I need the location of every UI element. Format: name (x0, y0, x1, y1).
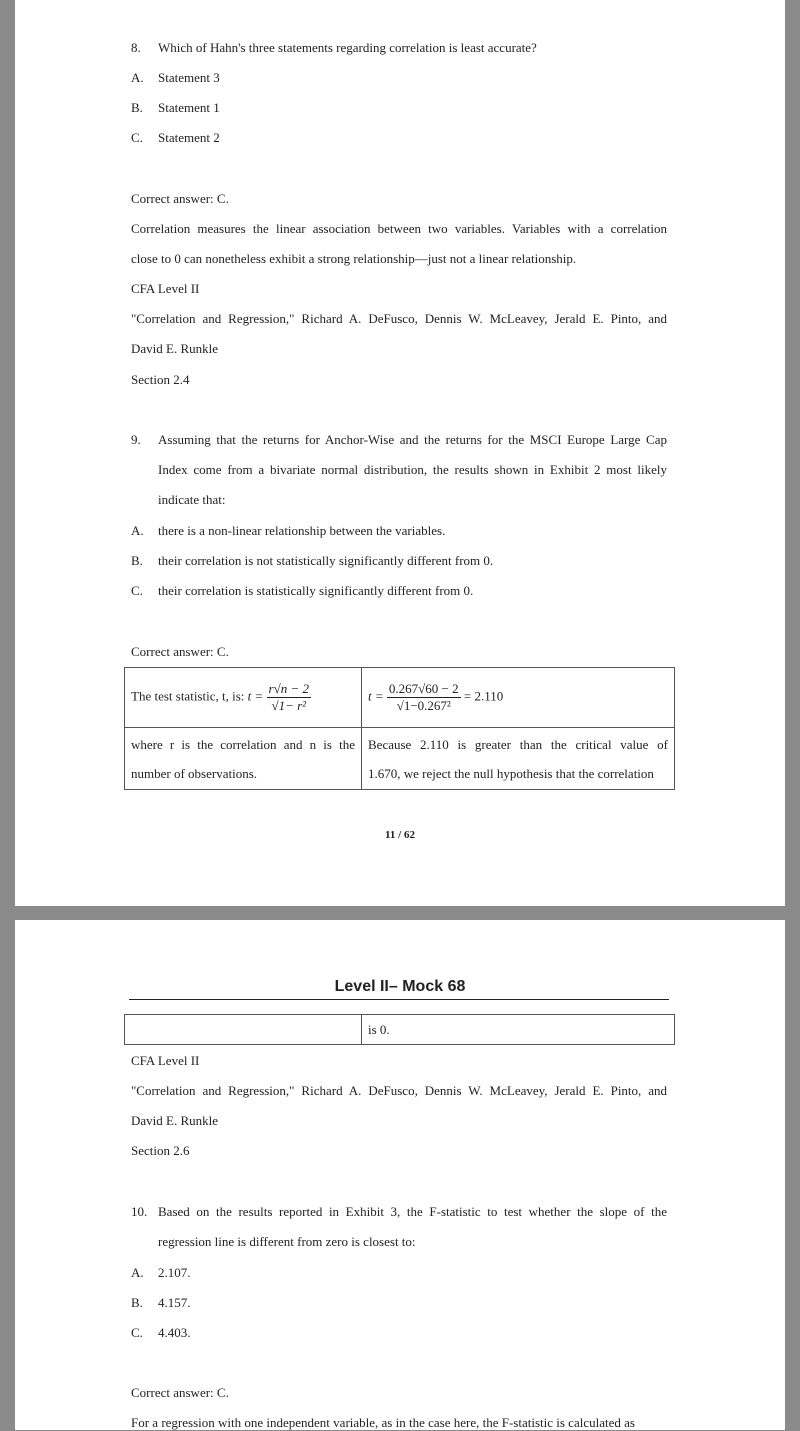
formula-1-lhs: t = (247, 688, 264, 704)
page-number: 11 / 62 (385, 829, 415, 841)
test-statistic-label: The test statistic, t, is: (131, 688, 248, 704)
q10-explanation-partial-line: For a regression with one independent variable, as in the case here, the F-statistic is calculated as (131, 1415, 635, 1430)
header-rule (129, 999, 669, 1000)
table-cell-variable-definitions (125, 728, 362, 790)
q10-option-a-text: 2.107. (158, 1265, 191, 1280)
question-9-number: 9. (131, 432, 141, 447)
q8-option-b-text: Statement 1 (158, 100, 220, 115)
q10-option-b-text: 4.157. (158, 1295, 191, 1310)
q8-level: CFA Level II (131, 281, 200, 296)
q8-option-b-letter: B. (131, 100, 143, 115)
q8-reference-line-2: David E. Runkle (131, 341, 219, 356)
q9-option-c-text: their correlation is statistically significantly different from 0. (158, 583, 474, 598)
document-page-2 (15, 920, 785, 1430)
continued-table-left-cell (125, 1015, 362, 1045)
q10-correct-answer: Correct answer: C. (131, 1385, 229, 1400)
q8-explanation-line-2: close to 0 can nonetheless exhibit a strong relationship—just not a linear relationship. (131, 251, 577, 266)
question-10-number: 10. (131, 1204, 148, 1219)
q8-option-a-text: Statement 3 (158, 70, 220, 85)
formula-2-numerator: 0.267√60 − 2 (388, 681, 459, 696)
q8-reference-line-1: "Correlation and Regression," Richard A. DeFusco, Dennis W. McLeavey, Jerald E. Pinto, and (131, 311, 667, 326)
page-header-title: Level II– Mock 68 (334, 978, 466, 995)
table-cell-conclusion (362, 728, 675, 790)
q8-correct-answer: Correct answer: C. (131, 191, 229, 206)
q8-explanation-line-1: Correlation measures the linear association between two variables. Variables with a correlation (131, 221, 667, 236)
q8-section: Section 2.4 (131, 372, 190, 387)
q9-option-a-text: there is a non-linear relationship between the variables. (158, 523, 446, 538)
q10-option-c-letter: C. (131, 1325, 143, 1340)
conclusion-line-2: 1.670, we reject the null hypothesis that the correlation (368, 765, 654, 781)
table-cell-test-statistic (125, 668, 362, 728)
q9-reference-line-1: "Correlation and Regression," Richard A. DeFusco, Dennis W. McLeavey, Jerald E. Pinto, and (131, 1083, 667, 1098)
question-9-line-1: Assuming that the returns for Anchor-Wise and the returns for the MSCI Europe Large Cap (158, 432, 667, 447)
formula-2-fraction (387, 681, 461, 714)
q9-reference-line-2: David E. Runkle (131, 1113, 219, 1128)
question-9-line-2: Index come from a bivariate normal distribution, the results shown in Exhibit 2 most likely (158, 462, 667, 477)
q10-option-b-letter: B. (131, 1295, 143, 1310)
q8-option-c-letter: C. (131, 130, 143, 145)
question-9-line-3: indicate that: (158, 492, 226, 507)
q9-option-c-letter: C. (131, 583, 143, 598)
q9-level: CFA Level II (131, 1053, 200, 1068)
question-10-line-1: Based on the results reported in Exhibit 3, the F-statistic to test whether the slope of the (158, 1204, 667, 1219)
formula-2-result: = 2.110 (463, 688, 504, 704)
q9-solution-table (124, 667, 675, 790)
q9-correct-answer: Correct answer: C. (131, 644, 229, 659)
definitions-line-2: number of observations. (131, 765, 258, 781)
document-page-1 (15, 0, 785, 906)
q9-option-b-letter: B. (131, 553, 143, 568)
q10-option-c-text: 4.403. (158, 1325, 191, 1340)
definitions-line-1: where r is the correlation and n is the (131, 736, 355, 752)
formula-1-fraction (267, 681, 311, 714)
formula-2-denominator: √1−0.267² (396, 698, 451, 713)
continued-table-right-cell: is 0. (362, 1015, 675, 1045)
continued-table (124, 1014, 675, 1045)
q10-option-a-letter: A. (131, 1265, 144, 1280)
q9-option-b-text: their correlation is not statistically significantly different from 0. (158, 553, 494, 568)
formula-1-denominator: √1− r² (271, 698, 307, 713)
question-8-text: Which of Hahn's three statements regarding correlation is least accurate? (158, 40, 537, 55)
formula-2-lhs: t = (368, 688, 384, 704)
formula-1-numerator: r√n − 2 (268, 681, 309, 696)
question-10-line-2: regression line is different from zero is closest to: (158, 1234, 416, 1249)
q8-option-a-letter: A. (131, 70, 144, 85)
conclusion-line-1: Because 2.110 is greater than the critical value of (368, 736, 668, 752)
q9-section: Section 2.6 (131, 1143, 190, 1158)
q8-option-c-text: Statement 2 (158, 130, 220, 145)
q9-option-a-letter: A. (131, 523, 144, 538)
question-8-number: 8. (131, 40, 141, 55)
table-cell-calculation (362, 668, 675, 728)
